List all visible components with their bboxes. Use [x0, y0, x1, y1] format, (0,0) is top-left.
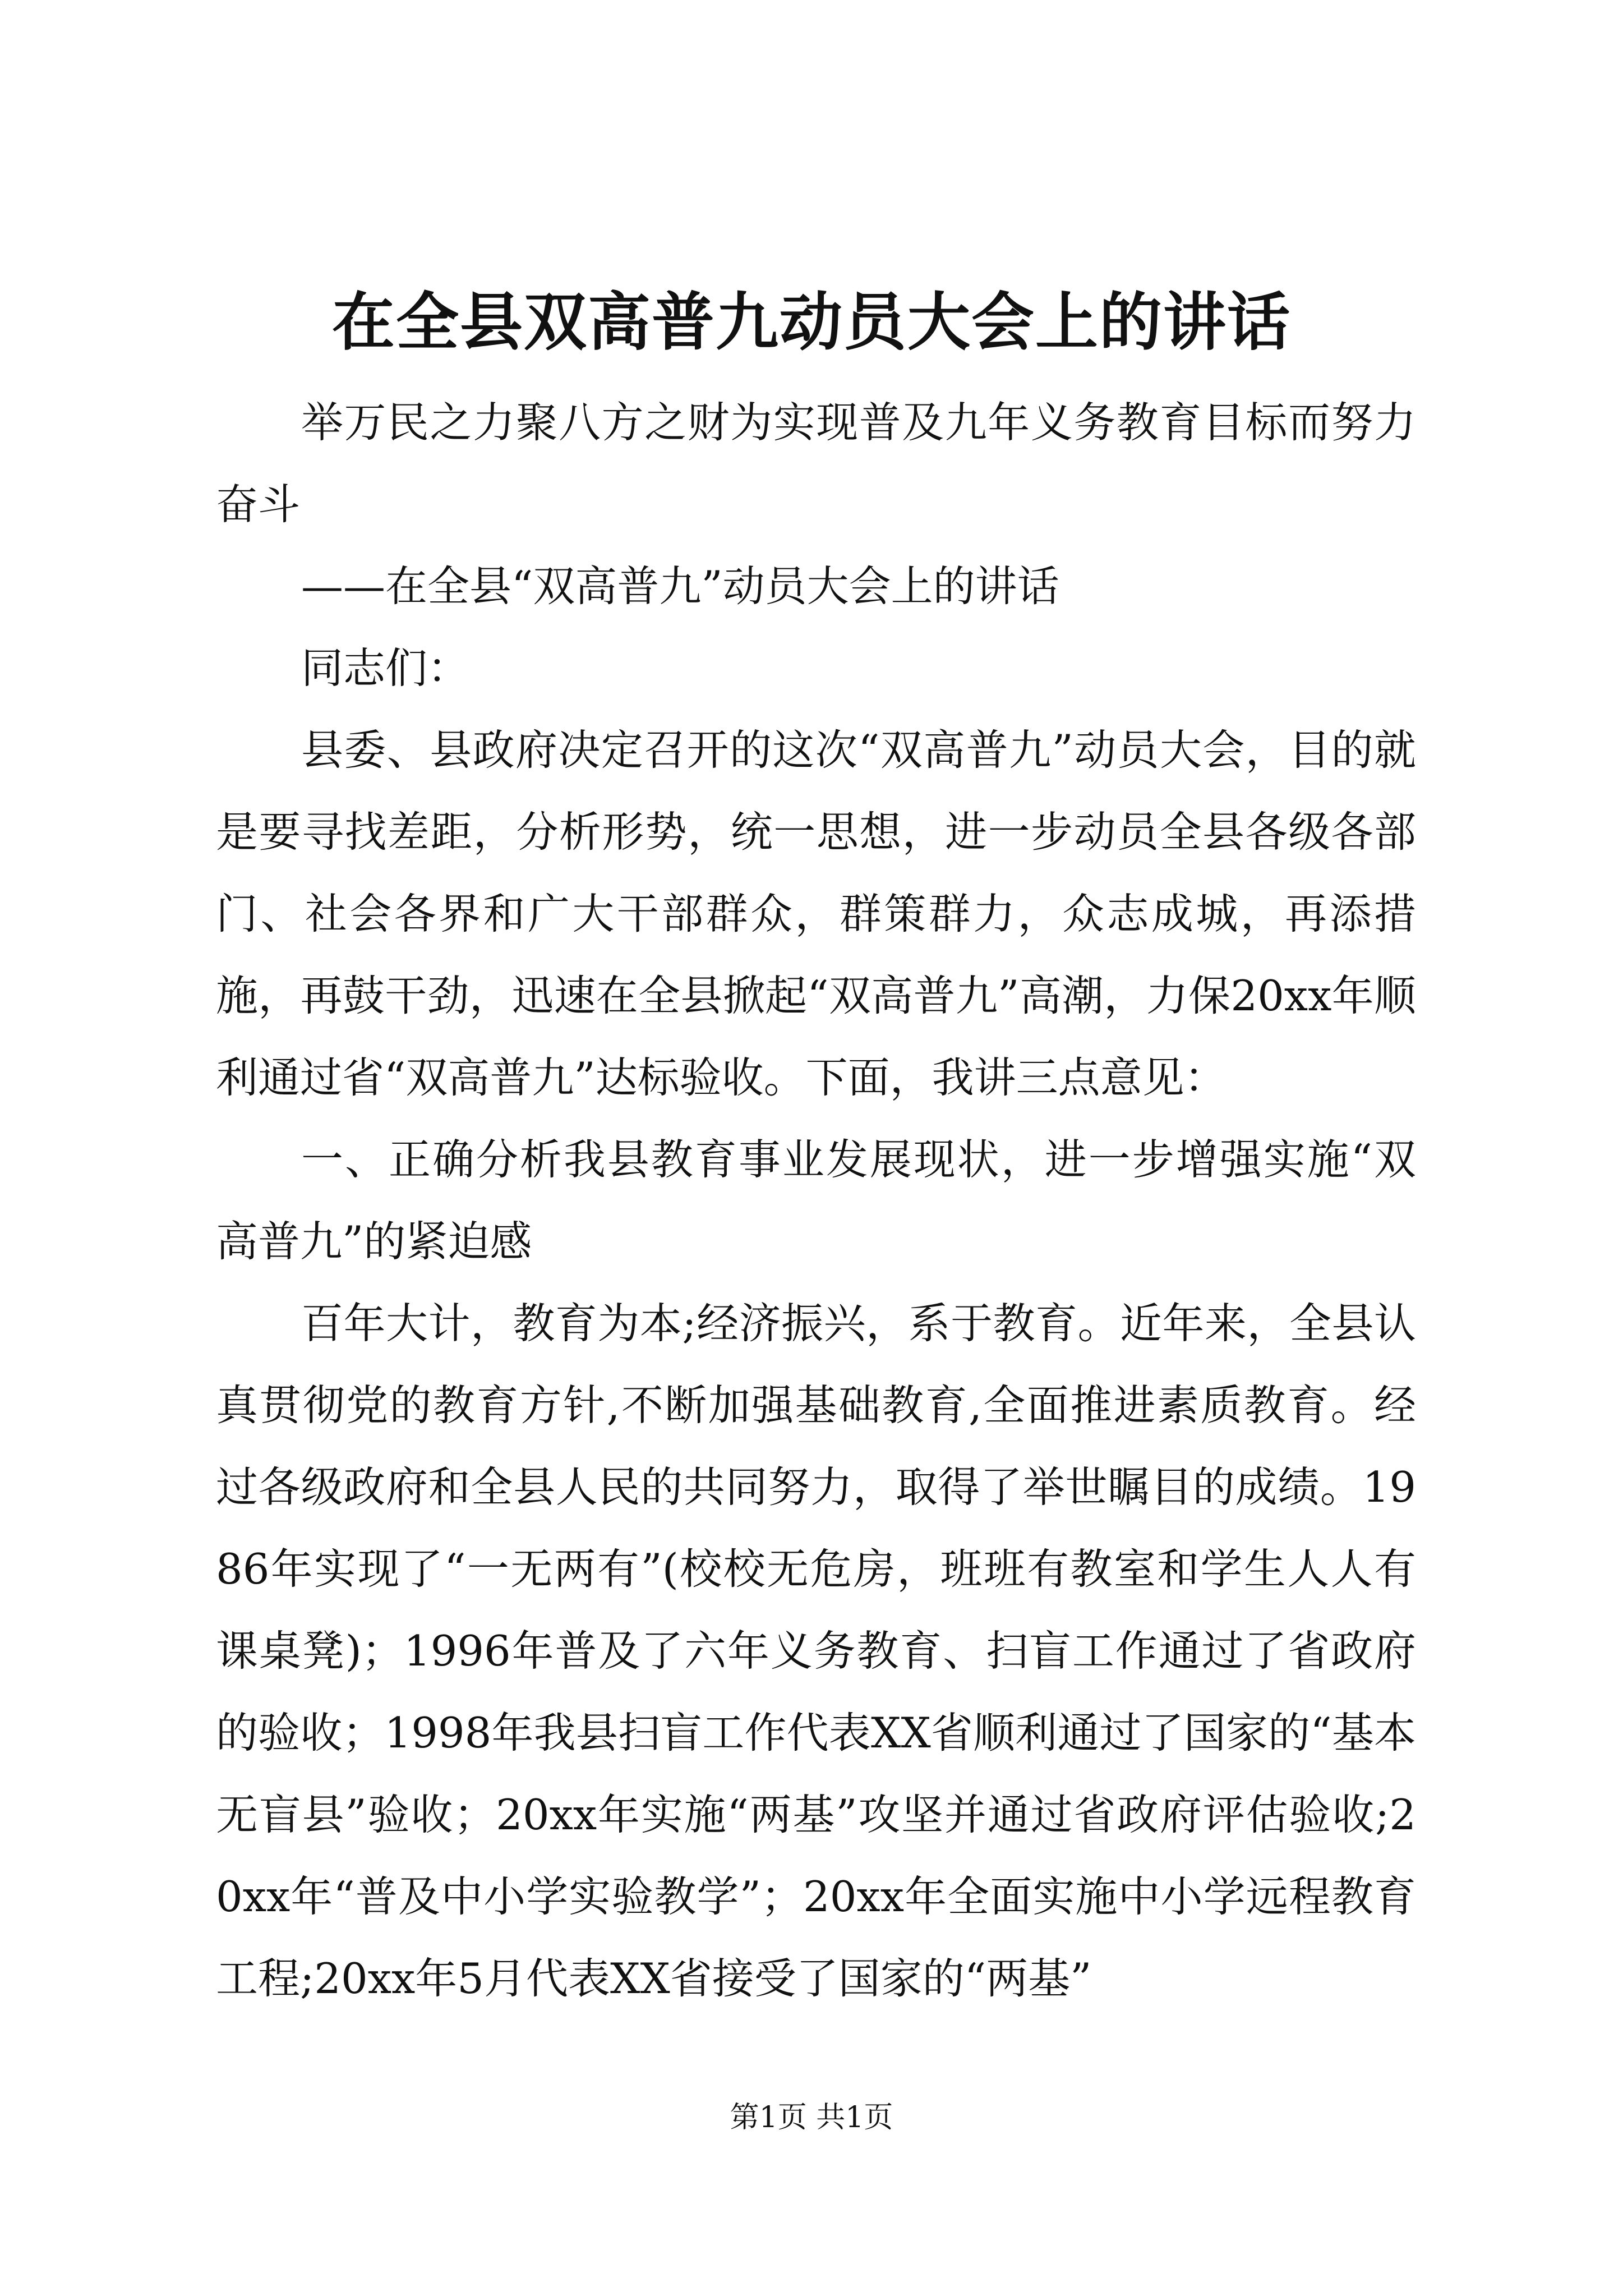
section-heading-1: 一、正确分析我县教育事业发展现状，进一步增强实施“双高普九”的紧迫感 [216, 1135, 1416, 1266]
salutation: 同志们： [301, 643, 470, 693]
body-paragraph: 百年大计，教育为本;经济振兴，系于教育。近年来，全县认真贯彻党的教育方针,不断加强基础教育,全面推进素质教育。经过各级政府和全县人民的共同努力，取得了举世瞩目的成绩。1986年实现了“一无两有”(校校无危房，班班有教室和学生人人有课桌凳)；1996年普及了六年义务教育、扫盲工作通过了省政府的验收；1998年我县扫盲工作代表XX省顺利通过了国家的“基本无盲县”验收；20xx年实施“两基”攻坚并通过省政府评估验收;20xx年“普及中小学实验教学”；20xx年全面实施中小学远程教育工程;20xx年5月代表XX省接受了国家的“两基” [216, 1299, 1416, 2003]
subtitle-paragraph: 举万民之力聚八方之财为实现普及九年义务教育目标而努力奋斗 [216, 398, 1416, 529]
page-footer: 第1页 共1页 [730, 2101, 893, 2134]
document-body [216, 381, 1416, 2019]
document-title: 在全县双高普九动员大会上的讲话 [332, 286, 1291, 359]
subtitle-dash-line: ——在全县“双高普九”动员大会上的讲话 [301, 562, 1059, 611]
intro-paragraph: 县委、县政府决定召开的这次“双高普九”动员大会，目的就是要寻找差距，分析形势，统一思想，进一步动员全县各级各部门、社会各界和广大干部群众，群策群力，众志成城，再添措施，再鼓干劲，迅速在全县掀起“双高普九”高潮，力保20xx年顺利通过省“双高普九”达标验收。下面，我讲三点意见： [216, 725, 1416, 1102]
